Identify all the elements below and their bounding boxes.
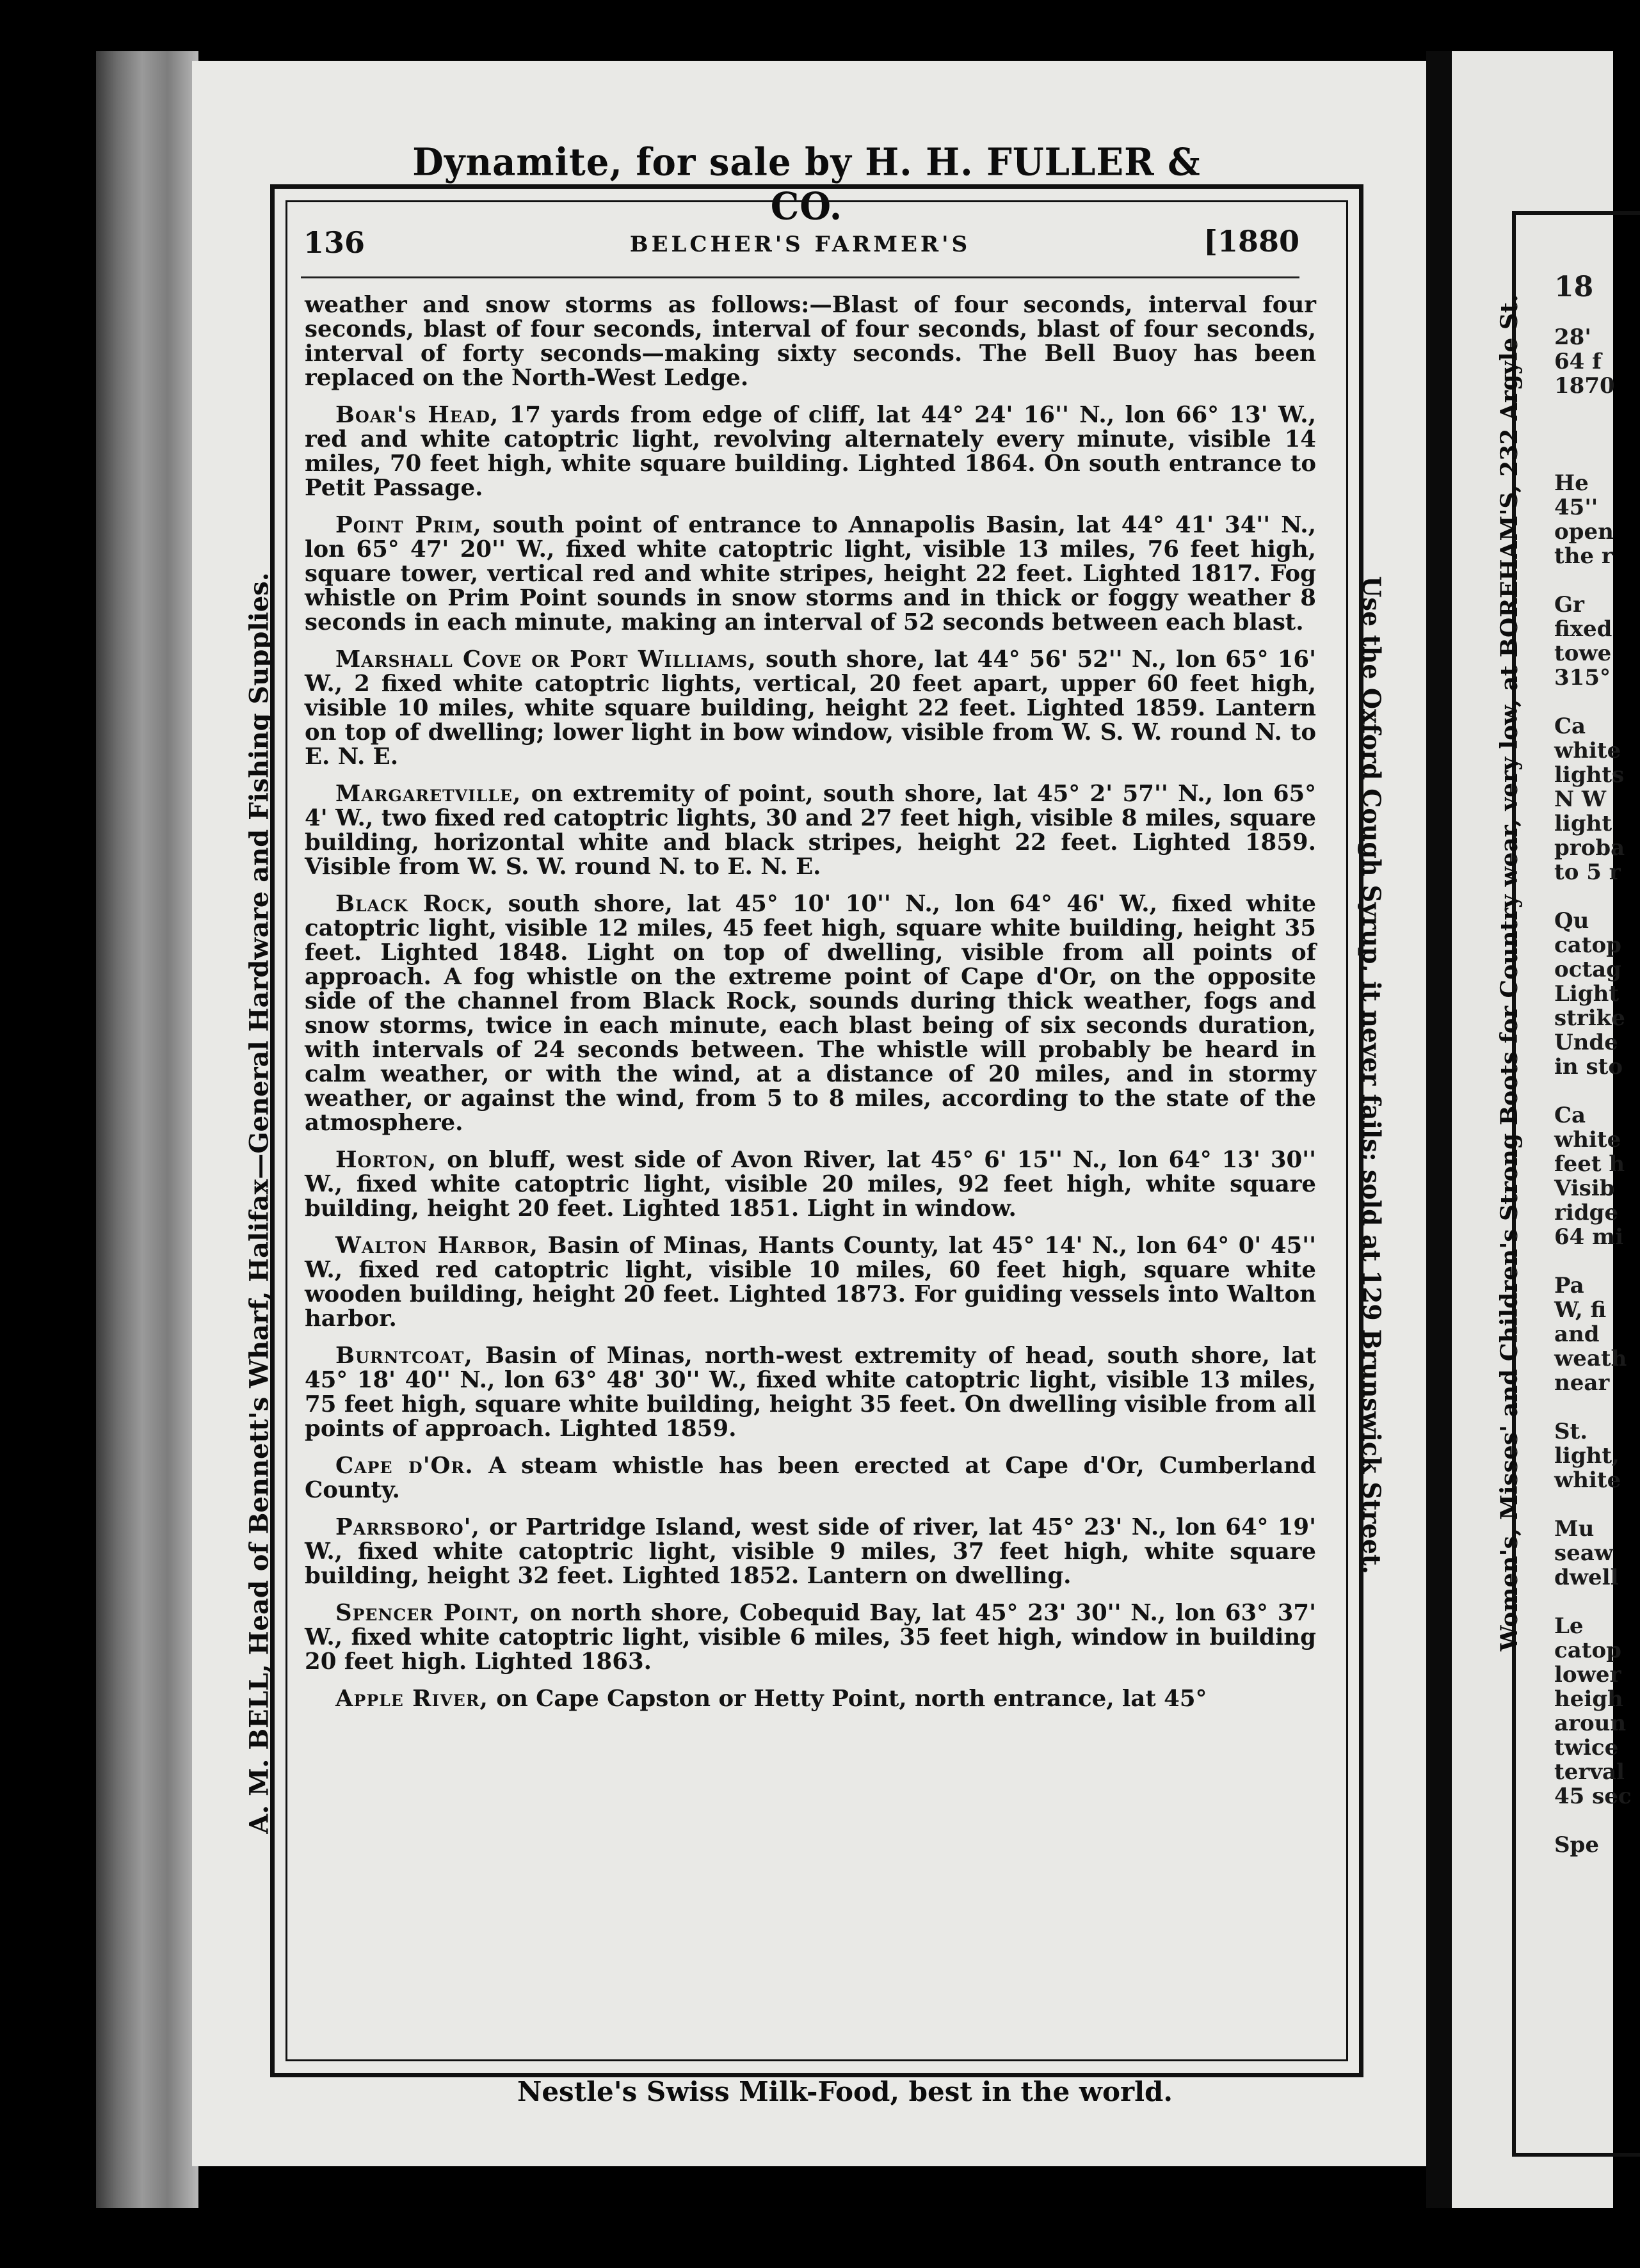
next-page-line	[1554, 690, 1631, 714]
next-page-line: white	[1554, 1127, 1621, 1153]
next-page-line: feet h	[1554, 1151, 1625, 1177]
next-page-line: lights	[1554, 762, 1625, 788]
next-page-line: Mu	[1554, 1516, 1595, 1542]
next-page-line: Le	[1554, 1613, 1584, 1639]
next-page-number: 18	[1554, 271, 1594, 303]
page-header	[301, 225, 1299, 270]
next-page-line: Light	[1554, 981, 1620, 1007]
entry-paragraph	[305, 513, 1316, 635]
next-page-line: heigh	[1554, 1686, 1623, 1712]
next-page-line: the r	[1554, 543, 1613, 569]
right-margin-advertisement: Use the Oxford Cough Syrup, it never fails; sold at 129 Brunswick Street.	[1357, 576, 1387, 1574]
entry-name: Walton Harbor,	[335, 1233, 538, 1259]
entry-text: south shore, lat 45° 10' 10'' N., lon 64° 46' W., fixed white catoptric light, visible 12 miles, 45 feet high, square white building, height 35 feet. Lighted 1848. Light on top of dwelling, visible from all points of approach. A fog whistle on the extreme point of Cape d'Or, on the opposite side of the channel from Black Rock, sounds during thick weather, fogs and snow storms, twice in each minute, each blast being of six seconds duration, with intervals of 24 seconds between. The whistle will probably be heard in calm weather, or with the wind, at a distance of 20 miles, and in stormy weather, or against the wind, from 5 to 8 miles, according to the state of the atmosphere.	[305, 891, 1316, 1136]
next-page-line: weath	[1554, 1346, 1627, 1371]
entry-paragraph	[305, 1454, 1316, 1503]
next-page-line: St.	[1554, 1419, 1588, 1444]
next-page-line: Ca	[1554, 714, 1586, 739]
entry-name: Apple River,	[335, 1686, 488, 1712]
next-page-line	[1554, 1395, 1631, 1419]
next-page-line	[1554, 398, 1631, 422]
entry-text: on bluff, west side of Avon River, lat 45° 6' 15'' N., lon 64° 13' 30'' W., fixed white catoptric light, visible 20 miles, 92 feet high, white square building, height 20 feet. Lighted 1851. Light in window.	[305, 1147, 1316, 1222]
bottom-advertisement: Nestle's Swiss Milk-Food, best in the world.	[517, 2076, 1173, 2107]
next-page-line: Gr	[1554, 592, 1584, 618]
next-page-line: 28'	[1554, 324, 1591, 350]
lighthouse-entries	[305, 293, 1316, 2059]
entry-name: Point Prim,	[335, 512, 482, 538]
entry-paragraph	[305, 1601, 1316, 1674]
next-page-line	[1554, 884, 1631, 909]
next-page-line: open	[1554, 519, 1614, 545]
next-page-line: in sto	[1554, 1054, 1623, 1080]
next-page-text-fragments	[1554, 271, 1632, 1858]
entry-name: Marshall Cove or Port Williams,	[335, 646, 757, 673]
next-page-line: 1870	[1554, 373, 1615, 399]
next-page-line: towe	[1554, 641, 1612, 666]
next-page-line	[1554, 1079, 1631, 1103]
next-page-line: white	[1554, 738, 1621, 763]
entry-name: Cape d'Or.	[335, 1453, 474, 1479]
entry-name: Burntcoat,	[335, 1343, 473, 1369]
next-page-line: 64 f	[1554, 349, 1602, 374]
entry-text: south point of entrance to Annapolis Basin, lat 44° 41' 34'' N., lon 65° 47' 20'' W., fixed white catoptric light, visible 13 miles, 76 feet high, square tower, vertical red and white stripes, height 22 feet. Lighted 1817. Fog whistle on Prim Point sounds in snow storms and in thick or foggy weather 8 seconds in each minute, making an interval of 52 seconds between each blast.	[305, 512, 1317, 635]
next-page-line: to 5 r	[1554, 859, 1621, 885]
next-page-line: dwell	[1554, 1565, 1619, 1590]
top-advertisement: Dynamite, for sale by H. H. FULLER & CO.	[412, 140, 1201, 229]
page-gutter	[1426, 51, 1452, 2208]
entry-paragraph	[305, 782, 1316, 879]
entry-paragraph	[305, 1234, 1316, 1331]
page-number: 136	[303, 225, 366, 260]
entry-paragraph	[305, 892, 1316, 1135]
next-page-line: He	[1554, 470, 1589, 496]
entry-text: on north shore, Cobequid Bay, lat 45° 23' 30'' N., lon 63° 37' W., fixed white catoptric light, visible 6 miles, 35 feet high, window in building 20 feet high. Lighted 1863.	[305, 1600, 1316, 1675]
next-page-line	[1554, 1249, 1631, 1274]
left-margin-advertisement: A. M. BELL, Head of Bennett's Wharf, Halifax—General Hardware and Fishing Supplies.	[244, 572, 275, 1834]
next-page-line: Spe	[1554, 1832, 1599, 1858]
next-page-line: light	[1554, 811, 1612, 836]
next-page-line: light,	[1554, 1443, 1620, 1469]
entry-paragraph	[305, 1344, 1316, 1441]
next-page-line: W, fi	[1554, 1297, 1607, 1323]
entry-paragraph	[305, 403, 1316, 500]
next-page-line: octag	[1554, 957, 1621, 982]
next-page-line: near	[1554, 1370, 1610, 1396]
entry-text: 17 yards from edge of cliff, lat 44° 24' 16'' N., lon 66° 13' W., red and white catoptric light, revolving alternately every minute, visible 14 miles, 70 feet high, white square building. Lighted 1864. On south entrance to Petit Passage.	[305, 402, 1316, 501]
next-page-line: fixed	[1554, 616, 1612, 642]
entry-paragraph	[305, 1515, 1316, 1588]
next-page-line: Unde	[1554, 1030, 1618, 1055]
next-page-line: lower	[1554, 1662, 1621, 1688]
next-page-line: ridge	[1554, 1200, 1619, 1226]
entry-text: or Partridge Island, west side of river, lat 45° 23' N., lon 64° 19' W., fixed white catoptric light, visible 9 miles, 37 feet high, white square building, height 32 feet. Lighted 1852. Lantern on dwelling.	[305, 1514, 1316, 1589]
entry-text: weather and snow storms as follows:—Blast of four seconds, interval four seconds, blast of four seconds, interval of four seconds, blast of four seconds, interval of forty seconds—making sixty seconds. The Bell Buoy has been replaced on the North-West Ledge.	[305, 292, 1316, 391]
next-page-line: Qu	[1554, 908, 1589, 934]
next-page-line: Visib	[1554, 1176, 1615, 1201]
entry-paragraph	[305, 1687, 1316, 1711]
entry-name: Horton,	[335, 1147, 437, 1173]
entry-name: Parrsboro',	[335, 1514, 480, 1540]
next-page-line: aroun	[1554, 1711, 1627, 1736]
entry-text: on Cape Capston or Hetty Point, north entrance, lat 45°	[488, 1686, 1207, 1712]
running-title: BELCHER'S FARMER'S	[629, 232, 971, 257]
entry-name: Spencer Point,	[335, 1600, 520, 1626]
entry-text: A steam whistle has been erected at Cape d'Or, Cumberland County.	[305, 1453, 1316, 1503]
next-page-line	[1554, 568, 1631, 593]
next-page-line: proba	[1554, 835, 1625, 861]
next-page-line: 45 sec	[1554, 1784, 1632, 1809]
entry-text: Basin of Minas, Hants County, lat 45° 14' N., lon 64° 0' 45'' W., fixed red catoptric light, visible 10 miles, 60 feet high, square white wooden building, height 20 feet. Lighted 1873. For guiding vessels into Walton harbor.	[305, 1233, 1316, 1332]
next-page-line	[1554, 1590, 1631, 1614]
header-rule	[301, 276, 1299, 278]
entry-name: Black Rock,	[335, 891, 494, 917]
next-page-line	[1554, 1809, 1631, 1833]
next-page-line: N W	[1554, 787, 1607, 812]
entry-text: on extremity of point, south shore, lat 45° 2' 57'' N., lon 65° 4' W., two fixed red catoptric lights, 30 and 27 feet high, visible 8 miles, square building, horizontal white and black stripes, height 22 feet. Lighted 1859. Visible from W. S. W. round N. to E. N. E.	[305, 781, 1316, 880]
next-page-line	[1554, 1492, 1631, 1517]
entry-name: Boar's Head,	[335, 402, 499, 428]
entry-text: south shore, lat 44° 56' 52'' N., lon 65° 16' W., 2 fixed white catoptric lights, vertical, 20 feet apart, upper 60 feet high, visible 10 miles, white square building, height 22 feet. Lighted 1859. Lantern on top of dwelling; lower light in bow window, visible from W. S. W. round N. to E. N. E.	[305, 646, 1316, 770]
next-page-line: 315°	[1554, 665, 1611, 691]
next-page-line: Ca	[1554, 1103, 1586, 1128]
next-page-line: Pa	[1554, 1273, 1584, 1298]
entry-name: Margaretville,	[335, 781, 522, 807]
next-page-line: 45''	[1554, 495, 1598, 520]
next-page-line: catop	[1554, 932, 1621, 958]
book-spine-edge	[96, 51, 198, 2208]
next-page-line: terval	[1554, 1759, 1625, 1785]
next-page-fragment	[1452, 51, 1632, 2208]
next-page-line: white	[1554, 1467, 1621, 1493]
next-page-line: strike	[1554, 1005, 1625, 1031]
next-page-line	[1554, 447, 1631, 471]
next-page-line: catop	[1554, 1638, 1621, 1663]
entry-text: Basin of Minas, north-west extremity of head, south shore, lat 45° 18' 40'' N., lon 63° 48' 30'' W., fixed white catoptric light, visible 13 miles, 75 feet high, square white building, height 35 feet. On dwelling visible from all points of approach. Lighted 1859.	[305, 1343, 1316, 1442]
next-page-line: seaw	[1554, 1540, 1614, 1566]
next-page-line: 64 mi	[1554, 1224, 1624, 1250]
entry-paragraph	[305, 1148, 1316, 1221]
entry-paragraph	[305, 293, 1316, 390]
header-year: [1880	[1203, 224, 1299, 259]
next-page-line	[1554, 422, 1631, 447]
entry-paragraph	[305, 648, 1316, 769]
next-page-line: twice	[1554, 1735, 1619, 1761]
next-page-line: and	[1554, 1322, 1600, 1347]
next-page-margin-advertisement: Women's, Misses' and Children's Strong Boots for Country wear, very low, at BOREHAM'S, 232 Argyle St.	[1496, 294, 1523, 1652]
